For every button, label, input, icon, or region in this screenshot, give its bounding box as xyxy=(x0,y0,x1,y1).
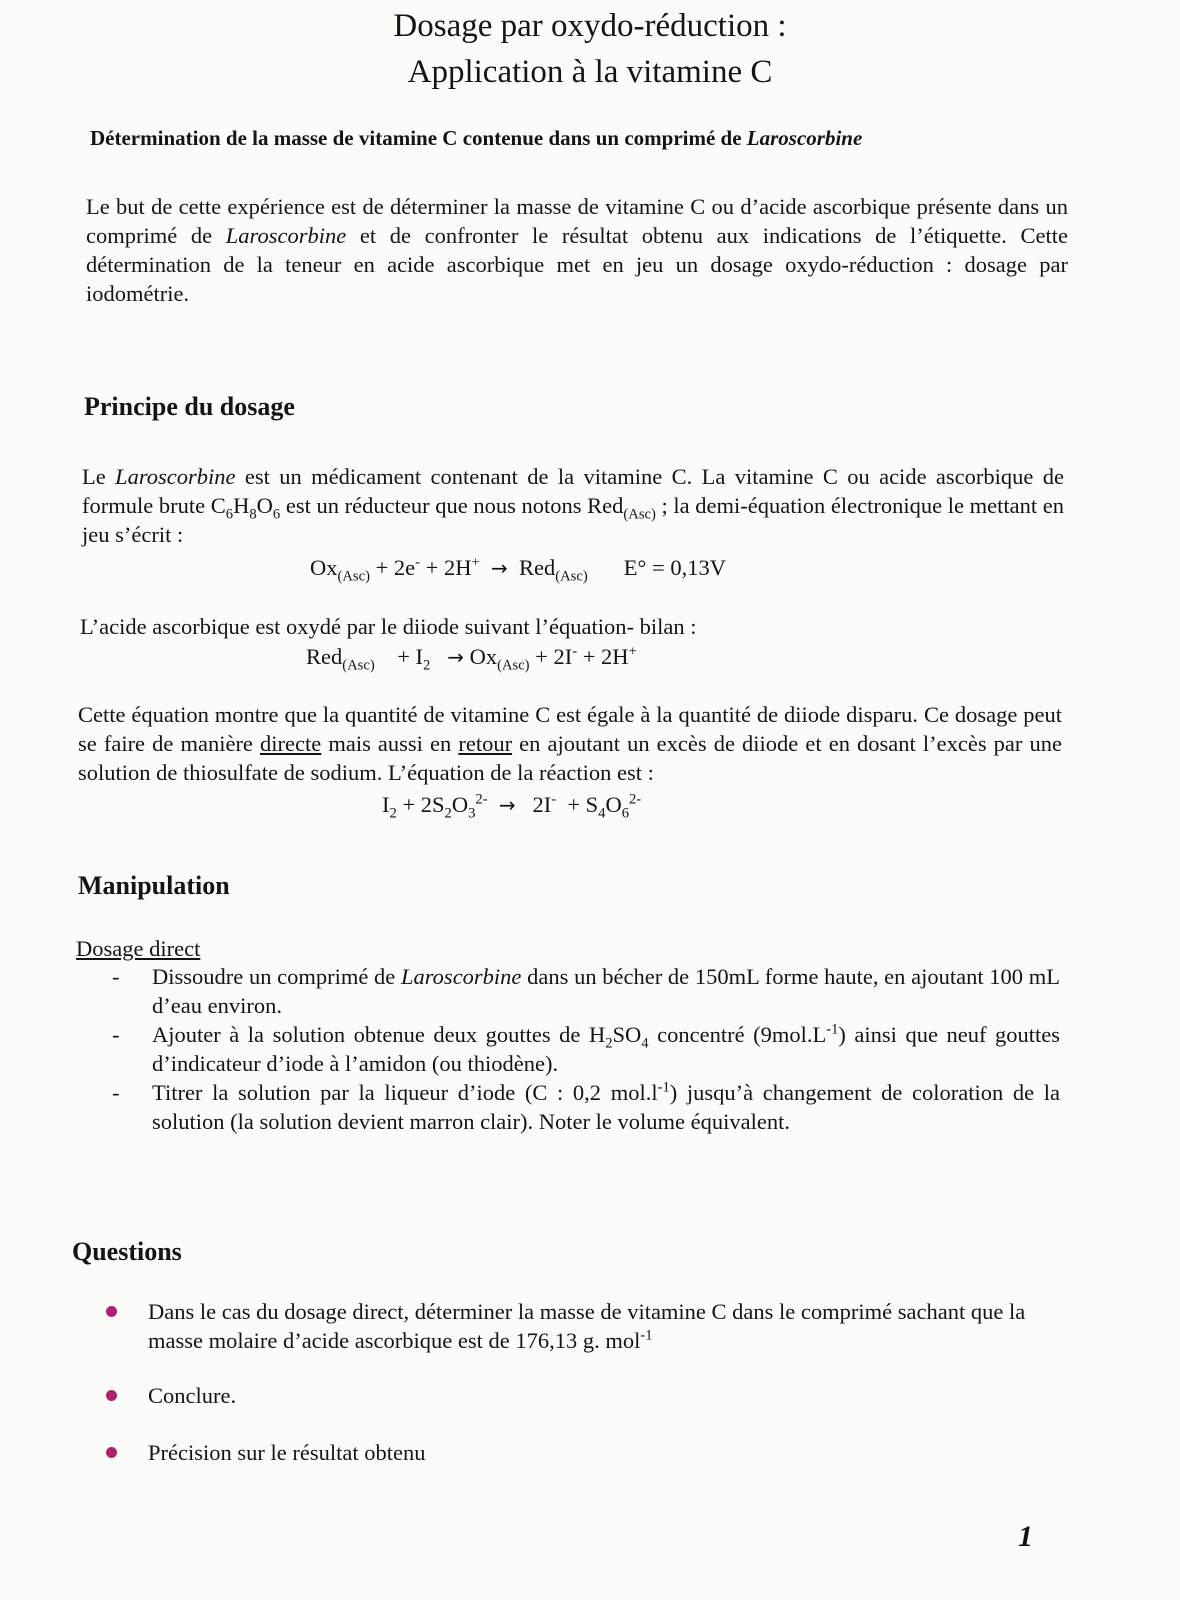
q3-text: Précision sur le résultat obtenu xyxy=(148,1440,426,1465)
step2-text-a: Ajouter à la solution obtenue deux gouttes de H xyxy=(152,1022,606,1047)
q1-exponent: -1 xyxy=(640,1327,653,1344)
eq1-arrow-icon: → xyxy=(490,556,508,580)
p3-text-c: en ajoutant un excès de diiode et en dosant l’excès par une solution de thiosulfate de sodium. L’équation de la réaction est : xyxy=(78,731,1062,785)
p3-directe: directe xyxy=(260,731,322,756)
principe-text-b: est un médicament contenant de la vitamine C. La vitamine C ou acide ascorbique de formule brute C xyxy=(82,464,1064,518)
eq2-iodine-index: 2 xyxy=(423,657,431,674)
half-equation xyxy=(310,553,726,583)
subtitle-text: Détermination de la masse de vitamine C contenue dans un comprimé de xyxy=(90,126,747,150)
eq2-protons: + 2H xyxy=(577,644,629,669)
p3-retour: retour xyxy=(458,731,513,756)
intro-text-1: Le but de cette expérience est de déterminer la masse de vitamine C ou d’acide ascorbique présente dans un comprimé de xyxy=(86,194,1068,248)
formula-o: O xyxy=(256,493,273,518)
eq3-tetrathionate-charge: 2- xyxy=(629,791,642,808)
eq3-thiosulfate-charge: 2- xyxy=(475,791,488,808)
intro-paragraph xyxy=(86,192,1068,308)
eq3-arrow-icon: → xyxy=(498,793,516,817)
eq1-proton-charge: + xyxy=(471,554,480,571)
list-item xyxy=(108,962,1060,1020)
red-asc-sub: (Asc) xyxy=(623,506,656,523)
q1-text: Dans le cas du dosage direct, déterminer la masse de vitamine C dans le comprimé sachant que la masse molaire d’acide ascorbique est de 176,13 g. mol xyxy=(148,1299,1026,1353)
eq3-s: + 2S xyxy=(396,792,445,817)
eq3-iodine: I xyxy=(382,792,390,817)
q2-text: Conclure. xyxy=(148,1383,237,1408)
heading-questions: Questions xyxy=(72,1237,182,1266)
intro-drug: Laroscorbine xyxy=(225,223,347,248)
document-title-line2: Application à la vitamine C xyxy=(407,54,773,90)
eq2-ox-asc: (Asc) xyxy=(497,657,530,674)
step2-h-index: 2 xyxy=(605,1035,613,1052)
eq1-ox: Ox xyxy=(310,555,338,580)
eq2-proton-charge: + xyxy=(628,643,637,660)
eq2-arrow-icon: → xyxy=(447,645,464,669)
eq1-electron-charge: - xyxy=(415,554,421,571)
eq2-red: Red xyxy=(306,644,343,669)
step2-exponent: -1 xyxy=(826,1021,839,1038)
eq2-ox: Ox xyxy=(469,644,498,669)
step3-text-a: Titrer la solution par la liqueur d’iode (C : 0,2 mol.l xyxy=(152,1080,658,1105)
step1-drug: Laroscorbine xyxy=(401,964,522,989)
formula-c-index: 6 xyxy=(225,506,234,523)
intro-text-2: et de confronter le résultat obtenu aux indications de l’étiquette. Cette détermination de la teneur en acide ascorbique met en jeu un dosage oxydo-réduction : dosage par iodométrie. xyxy=(86,223,1068,306)
manipulation-steps xyxy=(108,962,1060,1136)
page-number: 1 xyxy=(1018,1520,1033,1553)
step2-so: SO xyxy=(612,1022,642,1047)
step2-text-c: ) ainsi que neuf gouttes d’indicateur d’iode à l’amidon (ou thiodène). xyxy=(152,1022,1061,1076)
eq2-red-asc: (Asc) xyxy=(342,657,375,674)
heading-principe: Principe du dosage xyxy=(84,392,295,421)
eq3-iodine-index: 2 xyxy=(389,805,397,822)
list-item xyxy=(104,1438,1064,1467)
eq3-s4-index: 4 xyxy=(598,805,606,822)
p3-text-b: mais aussi en xyxy=(321,731,459,756)
dash-bullet: - xyxy=(112,964,120,989)
step3-text-b: ) jusqu’à changement de coloration de la solution (la solution devient marron clair). Noter le volume équivalent. xyxy=(152,1080,1061,1134)
eq3-iodide: 2I xyxy=(532,792,552,817)
list-item xyxy=(108,1078,1060,1136)
oxidation-sentence: L’acide ascorbique est oxydé par le diiode suivant l’équation- bilan : xyxy=(80,614,697,639)
eq3-s4: + S xyxy=(561,792,599,817)
bullet-dot-icon xyxy=(106,1447,117,1458)
subheading-dosage-direct: Dosage direct xyxy=(76,936,201,961)
step1-text-a: Dissoudre un comprimé de xyxy=(152,964,401,989)
eq3-s-index: 2 xyxy=(444,805,452,822)
eq1-red: Red xyxy=(518,555,556,580)
eq3-o: O xyxy=(451,792,469,817)
thiosulfate-equation xyxy=(382,790,641,820)
eq3-iodide-charge: - xyxy=(551,791,557,808)
eq2-iodide-charge: - xyxy=(572,643,578,660)
principe-text-d: ; la demi-équation électronique le mettant en jeu s’écrit : xyxy=(82,493,1064,547)
eq1-electrons: + 2e xyxy=(369,555,416,580)
principe-text-c: est un réducteur que nous notons Red xyxy=(280,493,624,518)
principe-paragraph xyxy=(82,462,1064,549)
step3-exponent: -1 xyxy=(657,1079,670,1096)
list-item xyxy=(108,1020,1060,1078)
questions-list xyxy=(104,1297,1064,1467)
step1-text-b: dans un bécher de 150mL forme haute, en ajoutant 100 mL d’eau environ. xyxy=(152,964,1060,1018)
formula-h: H xyxy=(233,493,250,518)
list-item xyxy=(104,1297,1064,1355)
principe-drug: Laroscorbine xyxy=(115,464,236,489)
bullet-dot-icon xyxy=(106,1390,117,1401)
direct-retour-paragraph xyxy=(78,700,1062,787)
eq1-ox-asc: (Asc) xyxy=(337,568,370,585)
eq1-protons: + 2H xyxy=(420,555,472,580)
formula-h-index: 8 xyxy=(249,506,257,523)
formula-o-index: 6 xyxy=(272,506,281,523)
heading-manipulation: Manipulation xyxy=(78,871,230,900)
eq1-red-asc: (Asc) xyxy=(555,568,588,585)
balance-equation xyxy=(306,642,637,672)
dash-bullet: - xyxy=(112,1080,120,1105)
subtitle-drug: Laroscorbine xyxy=(746,126,863,150)
bullet-dot-icon xyxy=(106,1306,117,1317)
eq3-o6: O xyxy=(605,792,622,817)
subtitle xyxy=(90,124,1090,152)
step2-text-b: concentré (9mol.L xyxy=(648,1022,827,1047)
document-title-line1: Dosage par oxydo-réduction : xyxy=(393,8,787,44)
dash-bullet: - xyxy=(112,1022,120,1047)
eq1-potential: E° = 0,13V xyxy=(623,555,726,580)
list-item xyxy=(104,1381,1064,1410)
eq2-iodide: + 2I xyxy=(529,644,573,669)
principe-text-a: Le xyxy=(82,464,116,489)
step2-so-index: 4 xyxy=(641,1035,649,1052)
eq3-o-index: 3 xyxy=(468,805,476,822)
eq2-iodine: + I xyxy=(397,644,424,669)
eq3-o6-index: 6 xyxy=(621,805,630,822)
p3-text-a: Cette équation montre que la quantité de vitamine C est égale à la quantité de diiode disparu. Ce dosage peut se faire de manière xyxy=(78,702,1062,756)
